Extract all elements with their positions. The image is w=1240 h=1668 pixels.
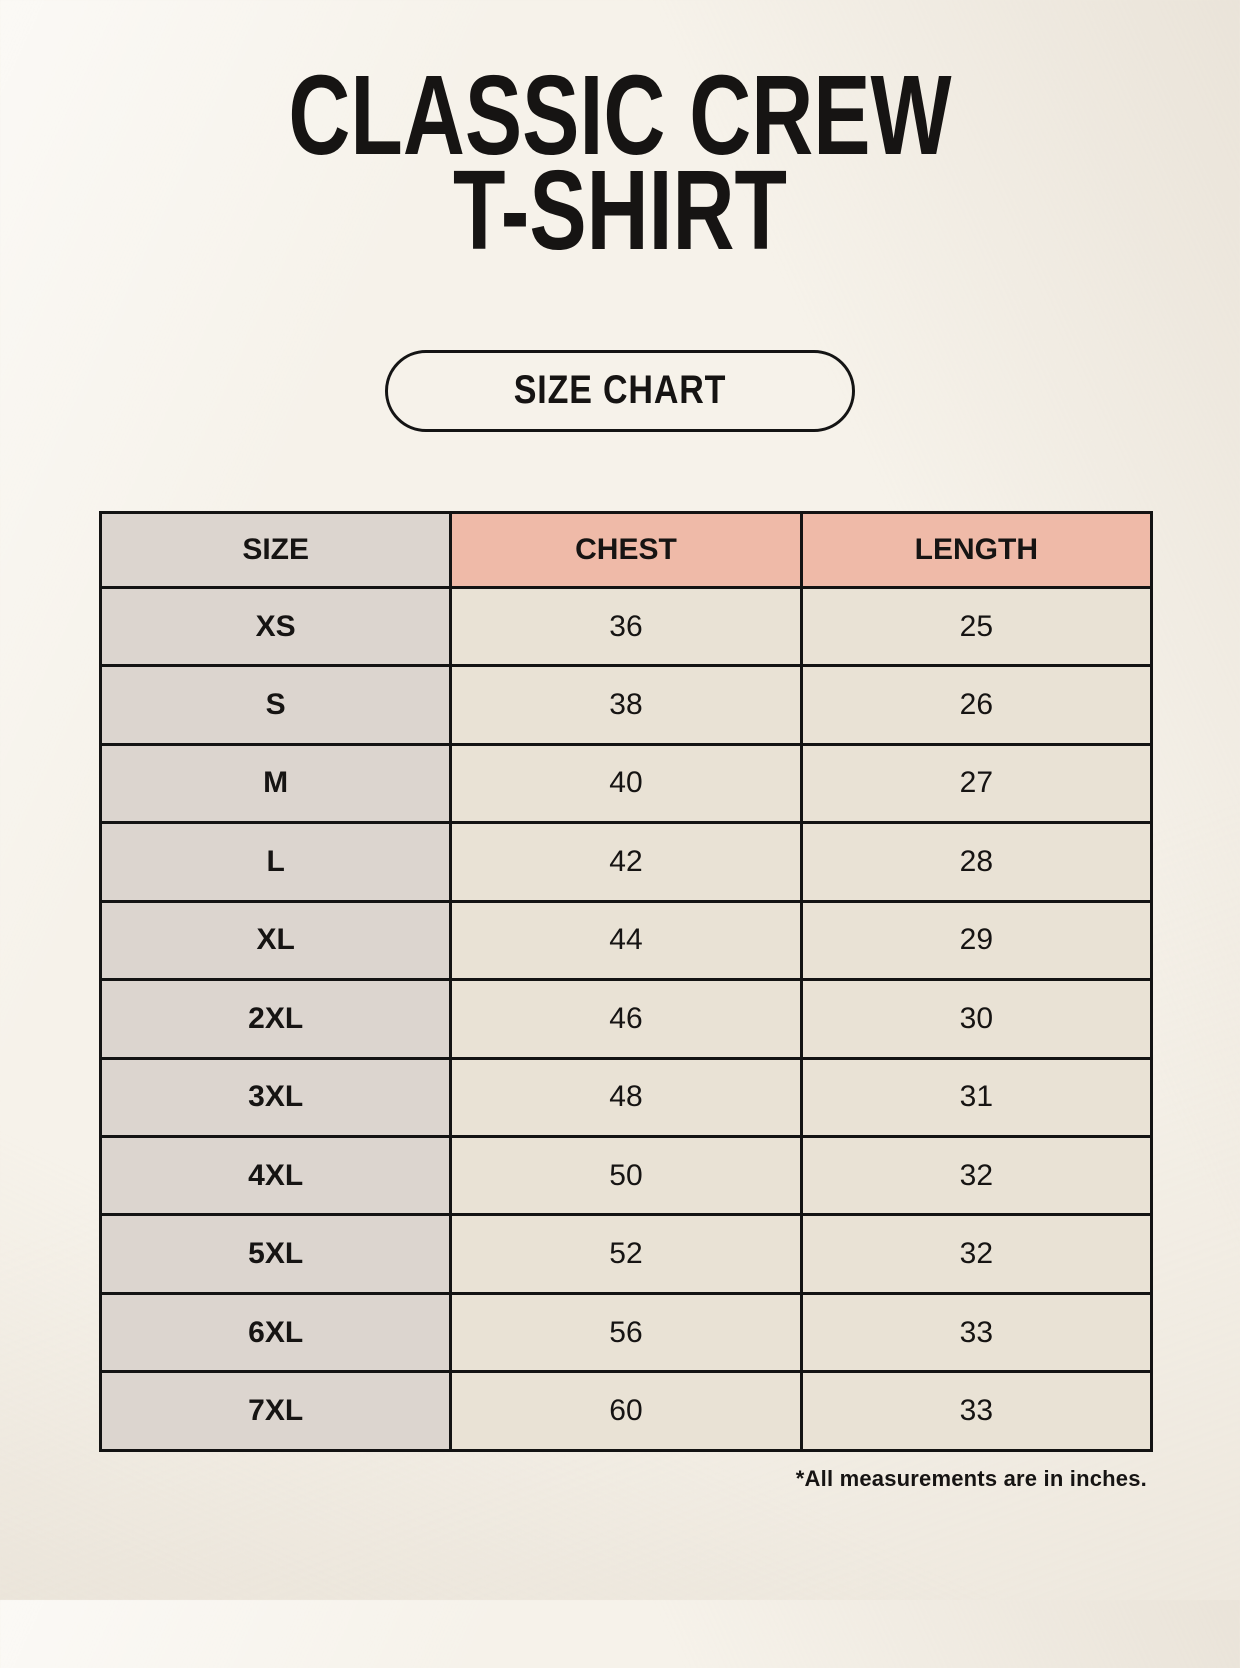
chest-cell: 52 [451, 1215, 801, 1293]
table-row [101, 744, 1152, 822]
length-cell: 29 [801, 901, 1151, 979]
column-header-size: SIZE [101, 512, 451, 587]
title-line-2: T-SHIRT [453, 146, 787, 273]
chest-cell: 50 [451, 1136, 801, 1214]
chest-cell: 44 [451, 901, 801, 979]
size-cell: 5XL [101, 1215, 451, 1293]
chest-cell: 60 [451, 1372, 801, 1450]
length-cell: 30 [801, 980, 1151, 1058]
table-row [101, 823, 1152, 901]
length-cell: 32 [801, 1136, 1151, 1214]
size-cell: XL [101, 901, 451, 979]
length-cell: 33 [801, 1372, 1151, 1450]
chest-cell: 40 [451, 744, 801, 822]
column-header-length: LENGTH [801, 512, 1151, 587]
size-cell: 7XL [101, 1372, 451, 1450]
chest-cell: 48 [451, 1058, 801, 1136]
length-cell: 25 [801, 587, 1151, 665]
chest-cell: 46 [451, 980, 801, 1058]
length-cell: 27 [801, 744, 1151, 822]
chest-cell: 42 [451, 823, 801, 901]
length-cell: 28 [801, 823, 1151, 901]
table-row [101, 901, 1152, 979]
size-chart-button[interactable] [385, 350, 855, 432]
chest-cell: 36 [451, 587, 801, 665]
measurements-note: *All measurements are in inches. [795, 1465, 1147, 1491]
size-cell: L [101, 823, 451, 901]
size-cell: S [101, 666, 451, 744]
size-chart-table-area [99, 511, 1153, 1452]
size-table [99, 511, 1153, 1452]
table-row [101, 1215, 1152, 1293]
size-cell: 6XL [101, 1293, 451, 1371]
table-header-row [101, 512, 1152, 587]
column-header-chest: CHEST [451, 512, 801, 587]
size-chart-button-label: SIZE CHART [513, 368, 727, 413]
table-row [101, 1372, 1152, 1450]
size-cell: M [101, 744, 451, 822]
table-row [101, 1136, 1152, 1214]
title-line-1: CLASSIC CREW [288, 52, 952, 178]
length-cell: 32 [801, 1215, 1151, 1293]
table-row [101, 666, 1152, 744]
size-cell: XS [101, 587, 451, 665]
chest-cell: 56 [451, 1293, 801, 1371]
size-cell: 2XL [101, 980, 451, 1058]
size-cell: 3XL [101, 1058, 451, 1136]
length-cell: 31 [801, 1058, 1151, 1136]
chest-cell: 38 [451, 666, 801, 744]
table-row [101, 1293, 1152, 1371]
length-cell: 33 [801, 1293, 1151, 1371]
size-table-body [101, 587, 1152, 1450]
table-row [101, 980, 1152, 1058]
length-cell: 26 [801, 666, 1151, 744]
page-title [149, 52, 1091, 273]
table-row [101, 587, 1152, 665]
size-cell: 4XL [101, 1136, 451, 1214]
table-row [101, 1058, 1152, 1136]
